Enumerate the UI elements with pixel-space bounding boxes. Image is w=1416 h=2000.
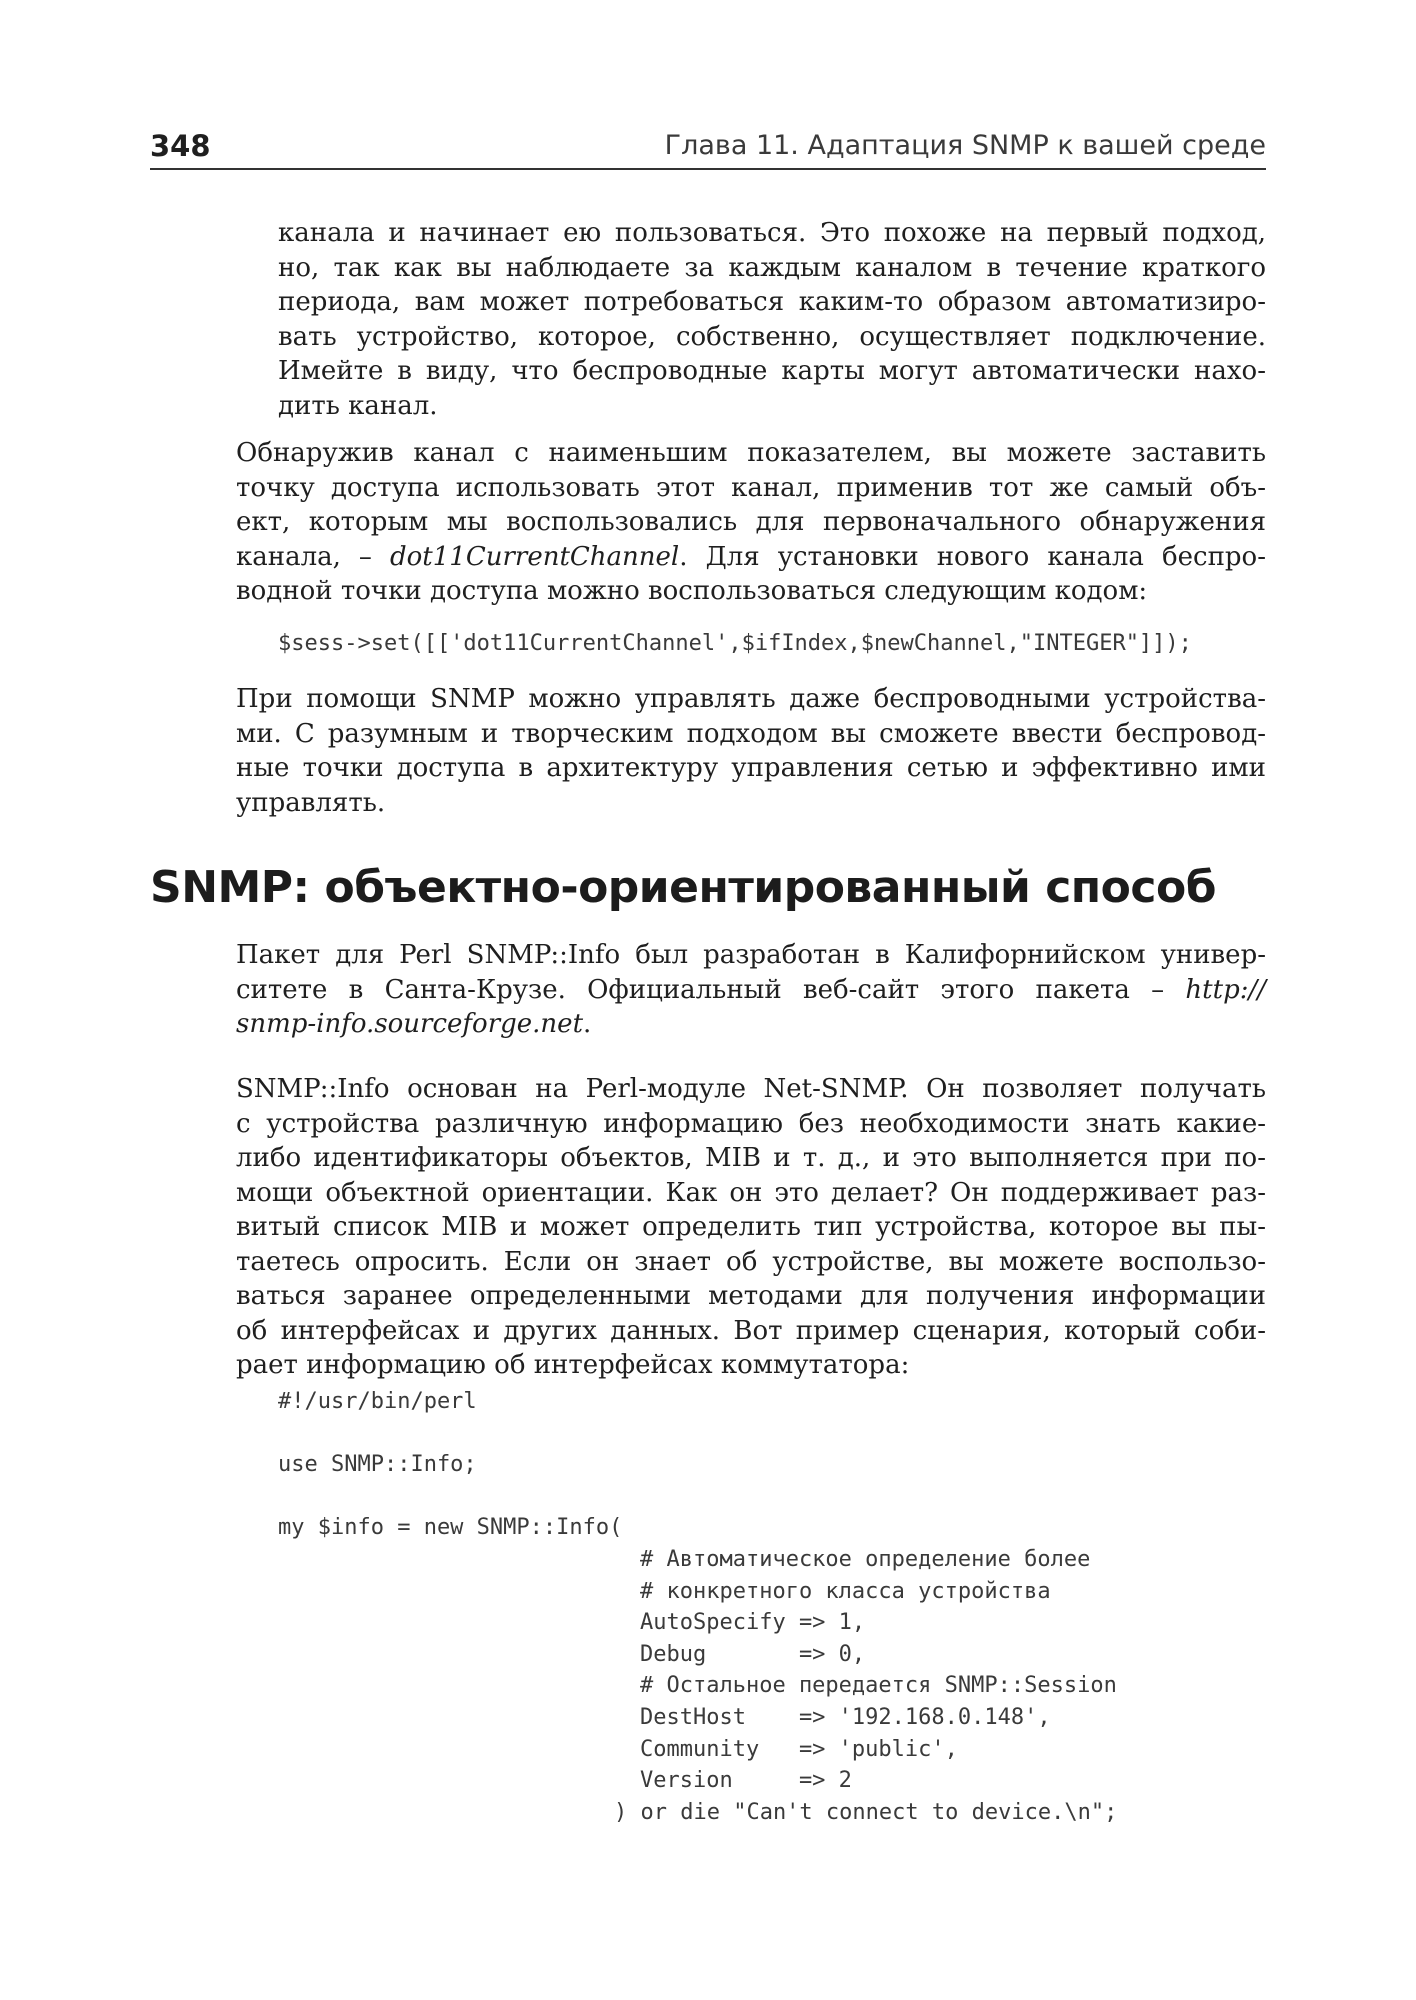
paragraph-snmp-info	[236, 1072, 1266, 1383]
text-fragment: . Для установки нового канала беспро-	[679, 541, 1266, 572]
text-line: управлять.	[236, 787, 386, 818]
url-part: http://	[1185, 974, 1266, 1005]
code-line: # Остальное передается SNMP::Session	[640, 1673, 1117, 1699]
text-line: витый список MIB и может определить тип устройства, которое вы пы-	[236, 1212, 1266, 1242]
section-title: SNMP: объектно-ориентированный способ	[150, 862, 1216, 913]
code-line: Debug => 0,	[640, 1641, 866, 1667]
page-header	[150, 126, 1266, 170]
text-fragment: ситете в Санта-Крузе. Официальный веб-сайт этого пакета –	[236, 974, 1186, 1005]
code-line: Version => 2	[640, 1768, 852, 1794]
text-line: дить канал.	[278, 390, 438, 421]
paragraph-wireless	[236, 682, 1266, 820]
paragraph-set-channel	[236, 436, 1266, 609]
text-line: но, так как вы наблюдаете за каждым каналом в течение краткого	[278, 252, 1266, 283]
code-line: # Автоматическое определение более	[640, 1547, 1091, 1572]
paragraph-package	[236, 938, 1266, 1042]
text-line: либо идентификаторы объектов, MIB и т. д., и это выполняется при по-	[236, 1143, 1266, 1173]
code-shebang: #!/usr/bin/perl	[278, 1389, 477, 1414]
text-line: Обнаружив канал с наименьшим показателем, вы можете заставить	[236, 438, 1266, 468]
code-line: # конкретного класса устройства	[640, 1578, 1051, 1604]
text-line: рает информацию об интерфейсах коммутатора:	[236, 1350, 910, 1380]
text-line: вать устройство, которое, собственно, осуществляет подключение.	[278, 321, 1266, 352]
text-line: периода, вам может потребоваться каким-то образом автоматизиро-	[278, 287, 1266, 317]
text-line: ваться заранее определенными методами для получения информации	[236, 1281, 1266, 1311]
code-constructor: my $info = new SNMP::Info(	[278, 1515, 623, 1540]
text-line: При помощи SNMP можно управлять даже беспроводными устройства-	[236, 684, 1266, 714]
text-line: канала и начинает ею пользоваться. Это похоже на первый подход,	[278, 218, 1266, 248]
code-line: AutoSpecify => 1,	[640, 1610, 866, 1636]
oid-name: dot11CurrentChannel	[390, 541, 680, 572]
text-line	[236, 973, 1266, 1008]
paragraph-channel-continuation	[278, 216, 1266, 423]
text-fragment: .	[583, 1009, 592, 1039]
header-rule	[150, 168, 1266, 170]
text-fragment: канала, –	[236, 541, 390, 572]
text-line: точку доступа использовать этот канал, применив тот же самый объ-	[236, 472, 1266, 503]
code-args	[640, 1544, 1117, 1797]
url-part: snmp-info.sourceforge.net	[236, 1009, 584, 1039]
code-closing: ) or die "Can't connect to device.\n";	[614, 1800, 1118, 1825]
text-line: Имейте в виду, что беспроводные карты могут автоматически нахо-	[278, 356, 1266, 386]
text-line	[236, 1007, 1266, 1042]
text-line: об интерфейсах и других данных. Вот пример сценария, который соби-	[236, 1315, 1266, 1346]
code-set-channel: $sess->set([['dot11CurrentChannel',$ifIndex,$newChannel,"INTEGER"]]);	[278, 631, 1192, 656]
text-line: мощи объектной ориентации. Как он это делает? Он поддерживает раз-	[236, 1177, 1266, 1208]
text-line: таетесь опросить. Если он знает об устройстве, вы можете воспользо-	[236, 1246, 1266, 1277]
code-line: DestHost => '192.168.0.148',	[640, 1704, 1051, 1730]
text-line	[236, 540, 1266, 575]
text-line: водной точки доступа можно воспользоваться следующим кодом:	[236, 576, 1148, 606]
page-number: 348	[150, 129, 211, 163]
code-use: use SNMP::Info;	[278, 1452, 477, 1477]
text-line: ми. С разумным и творческим подходом вы сможете ввести беспровод-	[236, 718, 1266, 749]
text-line: с устройства различную информацию без необходимости знать какие-	[236, 1108, 1266, 1139]
text-line: ные точки доступа в архитектуру управления сетью и эффективно ими	[236, 753, 1266, 783]
text-line: ект, которым мы воспользовались для первоначального обнаружения	[236, 507, 1266, 537]
text-line: SNMP::Info основан на Perl-модуле Net-SNMP. Он позволяет получать	[236, 1074, 1266, 1104]
running-title: Глава 11. Адаптация SNMP к вашей среде	[664, 130, 1266, 161]
text-line: Пакет для Perl SNMP::Info был разработан в Калифорнийском универ-	[236, 940, 1266, 970]
code-line: Community => 'public',	[640, 1736, 958, 1762]
